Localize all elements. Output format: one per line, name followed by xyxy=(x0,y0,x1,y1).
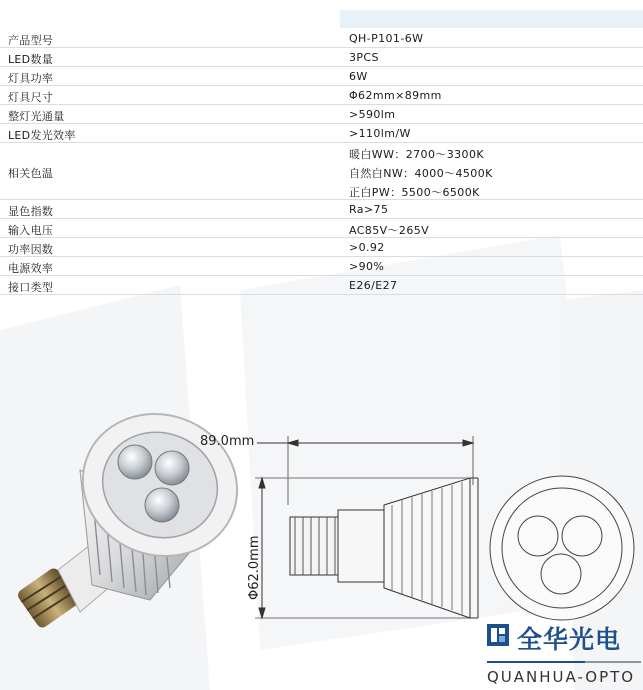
spec-row xyxy=(0,276,643,295)
spec-row xyxy=(0,124,643,143)
brand-mark-icon xyxy=(487,624,509,646)
spec-label: 相关色温 xyxy=(8,166,54,180)
row-separator xyxy=(0,294,643,295)
spec-row xyxy=(0,143,643,200)
brand-logo xyxy=(485,618,643,690)
spec-row xyxy=(0,219,643,238)
spec-label: 整灯光通量 xyxy=(8,109,65,123)
spec-label: 功率因数 xyxy=(8,242,54,256)
value-column-header-band xyxy=(340,10,643,28)
spec-row xyxy=(0,257,643,276)
spec-label: 输入电压 xyxy=(8,223,54,237)
spec-row xyxy=(0,29,643,48)
spec-value: >0.92 xyxy=(349,241,385,254)
spec-value: >110lm/W xyxy=(349,127,411,140)
spec-label: 电源效率 xyxy=(8,261,54,275)
spec-row xyxy=(0,200,643,219)
spec-row xyxy=(0,67,643,86)
spec-value: Φ62mm×89mm xyxy=(349,89,442,102)
spec-label: 显色指数 xyxy=(8,204,54,218)
spec-value: 3PCS xyxy=(349,51,379,64)
spec-label: LED数量 xyxy=(8,52,54,66)
spec-row xyxy=(0,48,643,67)
spec-row xyxy=(0,238,643,257)
spec-value: >590lm xyxy=(349,108,396,121)
spec-label: 接口类型 xyxy=(8,280,54,294)
brand-name-en: QUANHUA-OPTO xyxy=(487,668,636,686)
diameter-dimension-label: Φ62.0mm xyxy=(247,535,262,600)
bulb-photo xyxy=(16,393,258,630)
spec-value: Ra>75 xyxy=(349,203,389,216)
front-view-drawing xyxy=(490,476,634,620)
spec-value: >90% xyxy=(349,260,385,273)
spec-label: LED发光效率 xyxy=(8,128,76,142)
side-view-drawing xyxy=(255,436,478,618)
brand-name-cn: 全华光电 xyxy=(517,625,622,654)
spec-label: 产品型号 xyxy=(8,33,54,47)
spec-label: 灯具尺寸 xyxy=(8,90,54,104)
spec-row xyxy=(0,86,643,105)
spec-value: 正白PW：5500～6500K xyxy=(349,186,480,199)
spec-value: 6W xyxy=(349,70,368,83)
spec-value: QH-P101-6W xyxy=(349,32,424,45)
length-dimension-label: 89.0mm xyxy=(200,434,255,449)
brand-divider-accent xyxy=(585,661,641,663)
spec-value: 暖白WW：2700～3300K xyxy=(349,148,484,161)
spec-value: E26/E27 xyxy=(349,279,398,292)
spec-row xyxy=(0,105,643,124)
spec-label: 灯具功率 xyxy=(8,71,54,85)
spec-value: AC85V～265V xyxy=(349,224,430,237)
spec-value: 自然白NW：4000～4500K xyxy=(349,167,493,180)
